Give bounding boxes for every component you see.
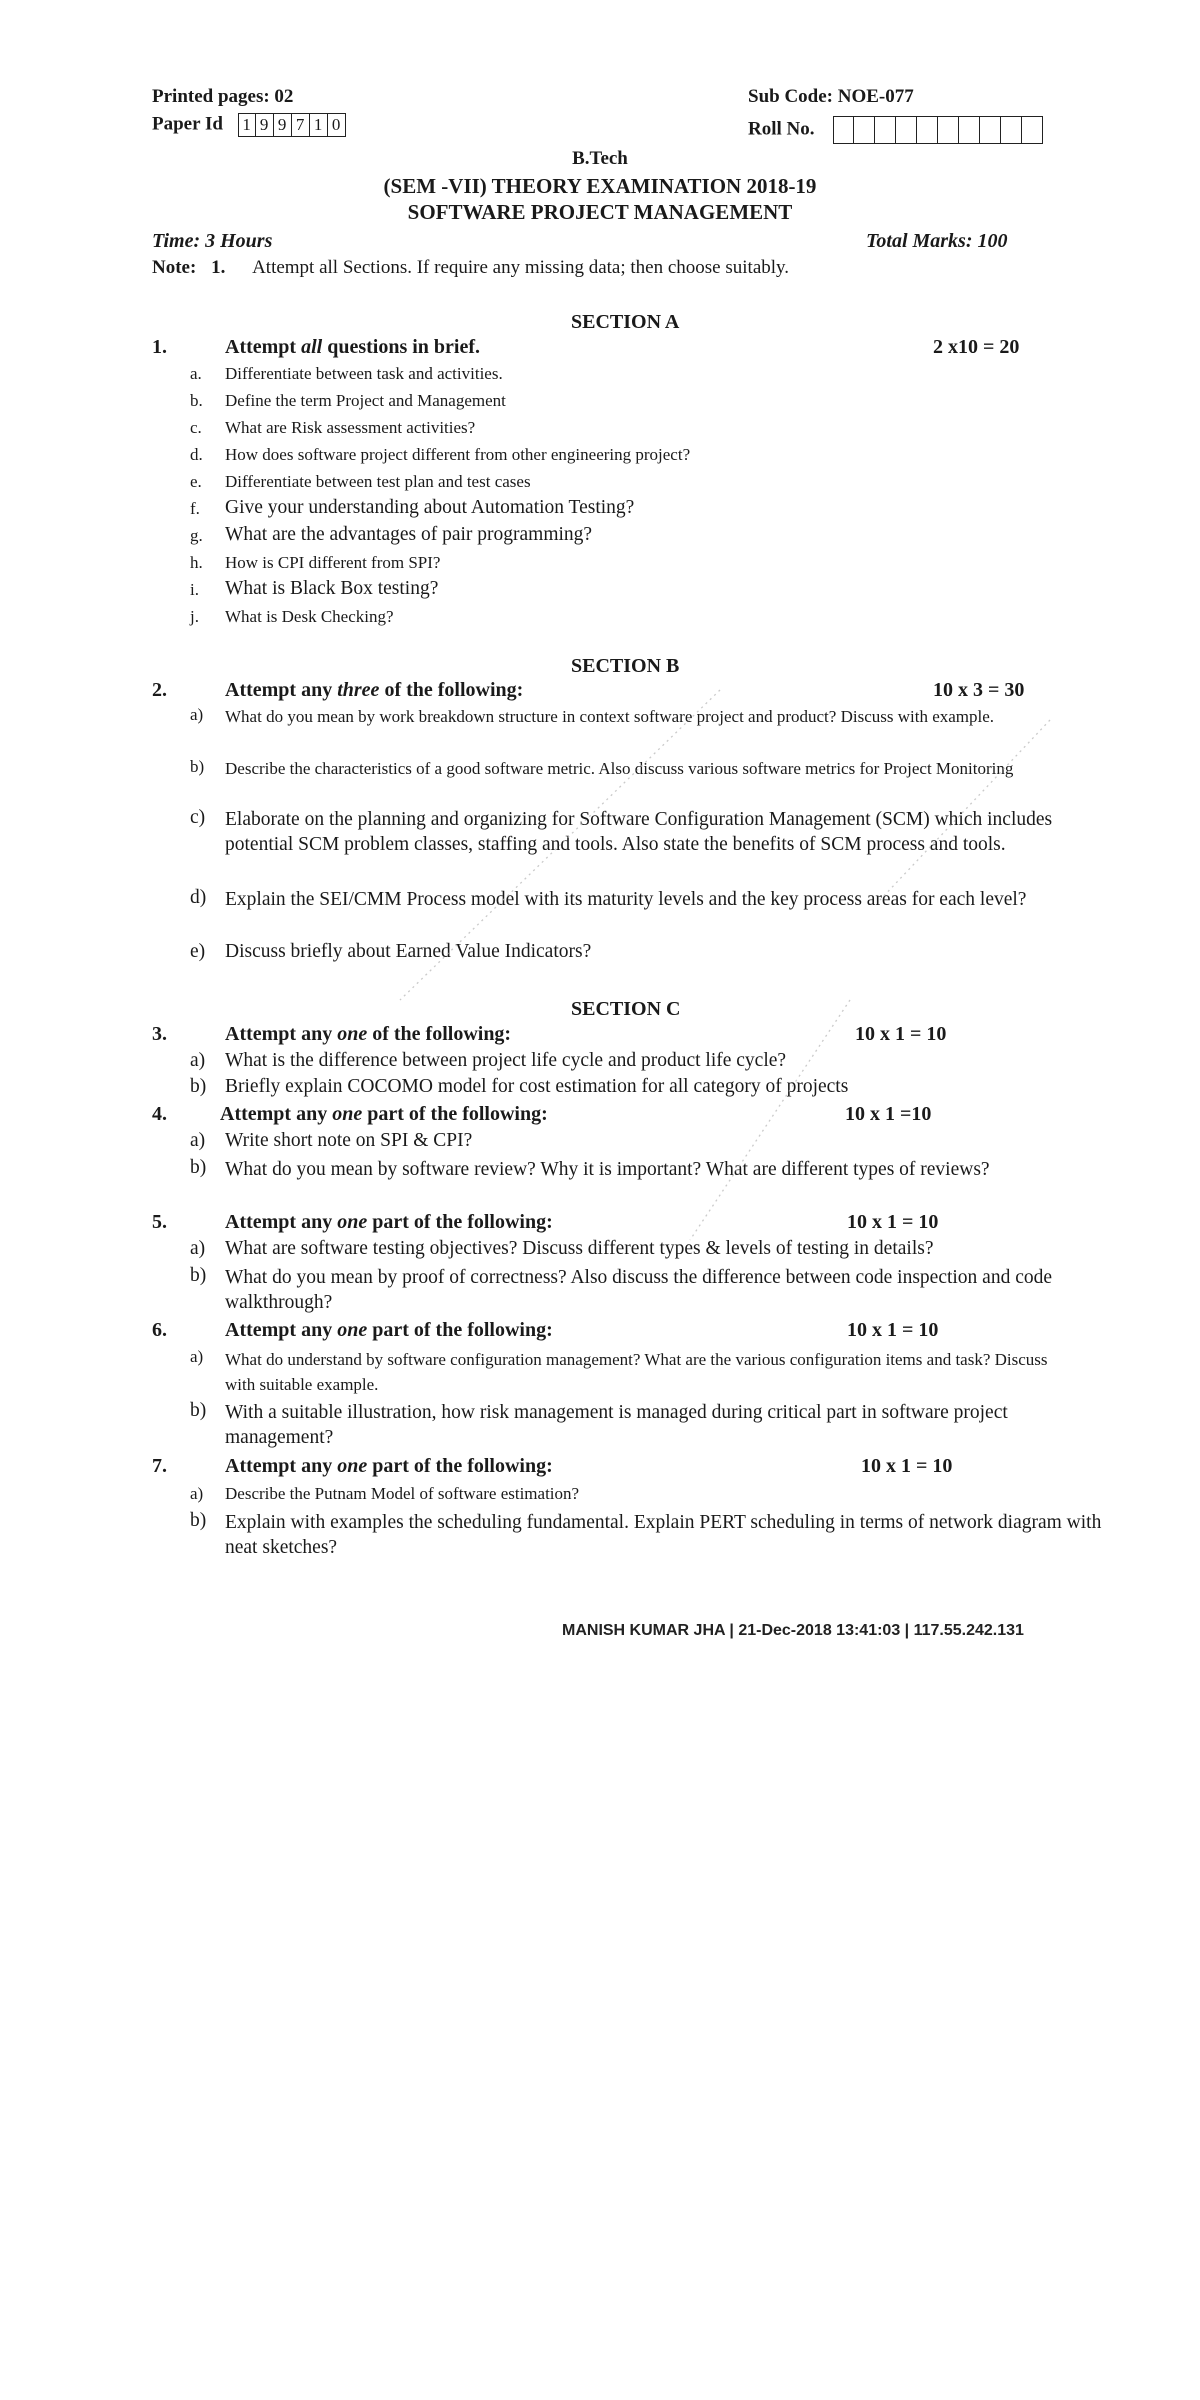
section-c-title: SECTION C bbox=[571, 998, 681, 1020]
list-item: With a suitable illustration, how risk management is managed during critical part in software project management? bbox=[225, 1402, 1008, 1448]
list-item-label: j. bbox=[190, 607, 199, 626]
list-item-label: f. bbox=[190, 499, 200, 518]
list-item: Write short note on SPI & CPI? bbox=[225, 1130, 473, 1151]
paper-id-label: Paper Id bbox=[152, 113, 223, 135]
note-number: 1. bbox=[211, 257, 226, 278]
question-number: 6. bbox=[152, 1319, 167, 1341]
list-item-label: a. bbox=[190, 364, 202, 383]
list-item-label: b) bbox=[190, 757, 205, 776]
heading-emphasis: one bbox=[337, 1023, 368, 1045]
list-item-label: a) bbox=[190, 1238, 206, 1259]
list-item-label: a) bbox=[190, 1050, 206, 1071]
list-item: What are the advantages of pair programming? bbox=[225, 524, 593, 545]
roll-no-label: Roll No. bbox=[748, 118, 815, 140]
section-a-title: SECTION A bbox=[571, 311, 680, 333]
heading-text: questions in brief. bbox=[322, 336, 481, 358]
heading-text: Attempt any bbox=[225, 1319, 338, 1341]
list-item-label: c) bbox=[190, 807, 206, 828]
note-text: Attempt all Sections. If require any missing data; then choose suitably. bbox=[252, 257, 790, 278]
list-item-label: a) bbox=[190, 705, 204, 724]
subject-title: SOFTWARE PROJECT MANAGEMENT bbox=[407, 200, 793, 224]
question-number: 5. bbox=[152, 1211, 167, 1233]
list-item: What do you mean by work breakdown structure in context software project and product? Discuss with example. bbox=[225, 707, 995, 726]
heading-text: part of the following: bbox=[367, 1455, 553, 1477]
list-item: Differentiate between task and activities. bbox=[225, 364, 503, 383]
list-item: Elaborate on the planning and organizing for Software Configuration Management (SCM) which includes potential SCM problem classes, staffing and tools. Also state the benefits of SCM process and tools. bbox=[225, 809, 1053, 855]
heading-text: Attempt any bbox=[225, 679, 338, 701]
question-marks: 10 x 1 = 10 bbox=[855, 1023, 947, 1045]
heading-text: of the following: bbox=[367, 1023, 512, 1045]
list-item: Differentiate between test plan and test cases bbox=[225, 472, 531, 491]
list-item: What are Risk assessment activities? bbox=[225, 418, 476, 437]
question-marks: 2 x10 = 20 bbox=[933, 336, 1020, 358]
paper-id-digit: 7 bbox=[292, 113, 310, 137]
list-item-label: b) bbox=[190, 1510, 207, 1531]
question-marks: 10 x 1 =10 bbox=[845, 1103, 932, 1125]
heading-emphasis: one bbox=[337, 1319, 368, 1341]
list-item-label: a) bbox=[190, 1130, 206, 1151]
list-item: Describe the characteristics of a good software metric. Also discuss various software metrics for Project Monitoring bbox=[225, 759, 1014, 778]
question-marks: 10 x 1 = 10 bbox=[847, 1319, 939, 1341]
print-stamp: MANISH KUMAR JHA | 21-Dec-2018 13:41:03 | 117.55.242.131 bbox=[562, 1622, 1024, 1639]
exam-title: (SEM -VII) THEORY EXAMINATION 2018-19 bbox=[383, 174, 817, 198]
heading-text: Attempt any bbox=[225, 1455, 338, 1477]
list-item: Explain the SEI/CMM Process model with its maturity levels and the key process areas for each level? bbox=[225, 889, 1027, 910]
paper-id-digit: 9 bbox=[256, 113, 274, 137]
heading-text: Attempt any bbox=[225, 1023, 338, 1045]
list-item-label: e) bbox=[190, 941, 206, 962]
note-label: Note: bbox=[152, 257, 197, 278]
list-item: What do you mean by software review? Why it is important? What are different types of reviews? bbox=[225, 1159, 990, 1180]
list-item-label: i. bbox=[190, 580, 199, 599]
heading-text: part of the following: bbox=[362, 1103, 548, 1125]
list-item-label: a) bbox=[190, 1347, 204, 1366]
list-item-label: h. bbox=[190, 553, 203, 572]
list-item-label: b) bbox=[190, 1157, 207, 1178]
list-item: What is Black Box testing? bbox=[225, 578, 439, 599]
list-item-label: g. bbox=[190, 526, 203, 545]
list-item-label: c. bbox=[190, 418, 202, 437]
sub-code: Sub Code: NOE-077 bbox=[748, 86, 914, 107]
question-marks: 10 x 1 = 10 bbox=[861, 1455, 953, 1477]
list-item: What are software testing objectives? Discuss different types & levels of testing in details? bbox=[225, 1238, 934, 1259]
heading-text: part of the following: bbox=[367, 1319, 553, 1341]
list-item-label: d) bbox=[190, 887, 207, 908]
list-item: Define the term Project and Management bbox=[225, 391, 506, 410]
list-item: Give your understanding about Automation Testing? bbox=[225, 497, 635, 518]
heading-emphasis: all bbox=[301, 336, 323, 358]
heading-text: Attempt any bbox=[220, 1103, 333, 1125]
list-item: Explain with examples the scheduling fundamental. Explain PERT scheduling in terms of network diagram with neat sketches? bbox=[225, 1512, 1102, 1558]
list-item: Describe the Putnam Model of software estimation? bbox=[225, 1484, 580, 1503]
list-item: Briefly explain COCOMO model for cost estimation for all category of projects bbox=[225, 1076, 849, 1097]
list-item: How does software project different from other engineering project? bbox=[225, 445, 691, 464]
printed-pages: Printed pages: 02 bbox=[152, 86, 294, 107]
list-item-label: e. bbox=[190, 472, 202, 491]
list-item: What is Desk Checking? bbox=[225, 607, 394, 626]
question-number: 4. bbox=[152, 1103, 167, 1125]
heading-emphasis: three bbox=[337, 679, 380, 701]
heading-emphasis: one bbox=[337, 1455, 368, 1477]
heading-text: of the following: bbox=[379, 679, 524, 701]
list-item: What do understand by software configuration management? What are the various configuration items and task? Discuss with suitable example. bbox=[225, 1350, 1048, 1394]
list-item-label: b. bbox=[190, 391, 203, 410]
heading-text: part of the following: bbox=[367, 1211, 553, 1233]
question-number: 3. bbox=[152, 1023, 167, 1045]
degree: B.Tech bbox=[572, 148, 628, 169]
heading-emphasis: one bbox=[337, 1211, 368, 1233]
paper-id-digit: 0 bbox=[328, 113, 346, 137]
section-b-title: SECTION B bbox=[571, 655, 680, 677]
list-item: What is the difference between project life cycle and product life cycle? bbox=[225, 1050, 787, 1071]
list-item-label: b) bbox=[190, 1265, 207, 1286]
list-item: Discuss briefly about Earned Value Indicators? bbox=[225, 941, 592, 962]
heading-emphasis: one bbox=[332, 1103, 363, 1125]
total-marks: Total Marks: 100 bbox=[866, 230, 1008, 252]
heading-text: Attempt bbox=[225, 336, 302, 358]
paper-id-digit: 1 bbox=[238, 113, 256, 137]
list-item-label: d. bbox=[190, 445, 203, 464]
question-number: 2. bbox=[152, 679, 167, 701]
question-number: 7. bbox=[152, 1455, 167, 1477]
paper-id-digit: 1 bbox=[310, 113, 328, 137]
list-item: How is CPI different from SPI? bbox=[225, 553, 441, 572]
heading-text: Attempt any bbox=[225, 1211, 338, 1233]
question-number: 1. bbox=[152, 336, 167, 358]
list-item-label: a) bbox=[190, 1484, 204, 1503]
question-marks: 10 x 3 = 30 bbox=[933, 679, 1025, 701]
paper-id-digit: 9 bbox=[274, 113, 292, 137]
question-marks: 10 x 1 = 10 bbox=[847, 1211, 939, 1233]
list-item-label: b) bbox=[190, 1076, 207, 1097]
time-allowed: Time: 3 Hours bbox=[152, 230, 273, 252]
list-item: What do you mean by proof of correctness? Also discuss the difference between code inspection and code walkthrough? bbox=[225, 1267, 1053, 1313]
list-item-label: b) bbox=[190, 1400, 207, 1421]
